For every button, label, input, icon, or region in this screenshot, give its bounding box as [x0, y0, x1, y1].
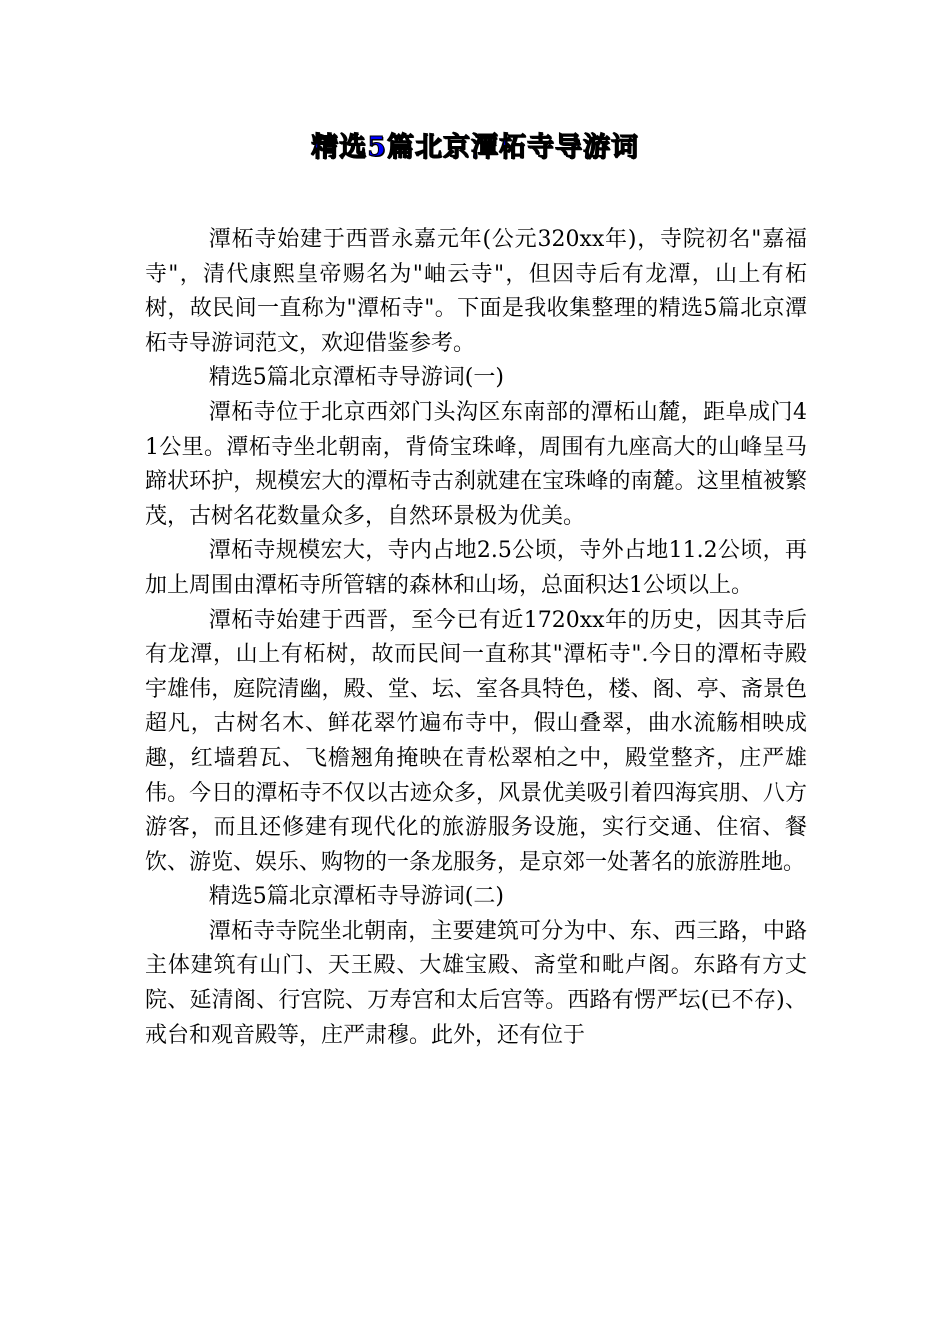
section-heading-2: 精选5篇北京潭柘寺导游词(二): [208, 884, 504, 910]
paragraph-history: 潭柘寺始建于西晋，至今已有近1720xx年的历史，因其寺后有龙潭，山上有柘树，故而民间一直称其"潭柘寺".今日的潭柘寺殿宇雄伟，庭院清幽，殿、堂、坛、室各具特色，楼、阁、亭、斋景色超凡，古树名木、鲜花翠竹遍布寺中，假山叠翠，曲水流觞相映成趣，红墙碧瓦、飞檐翘角掩映在青松翠柏之中，殿堂整齐，庄严雄伟。今日的潭柘寺不仅以古迹众多，风景优美吸引着四海宾朋、八方游客，而且还修建有现代化的旅游服务设施，实行交通、住宿、餐饮、游览、娱乐、购物的一条龙服务，是京郊一处著名的旅游胜地。: [145, 607, 807, 875]
paragraph-layout: 潭柘寺寺院坐北朝南，主要建筑可分为中、东、西三路，中路主体建筑有山门、天王殿、大雄宝殿、斋堂和毗卢阁。东路有方丈院、延清阁、行宫院、万寿宫和太后宫等。西路有愣严坛(已不存)、戒台和观音殿等，庄严肃穆。此外，还有位于: [145, 918, 807, 1048]
paragraph-intro: 潭柘寺始建于西晋永嘉元年(公元320xx年)，寺院初名"嘉福寺"，清代康熙皇帝赐名为"岫云寺"，但因寺后有龙潭，山上有柘树，故民间一直称为"潭柘寺"。下面是我收集整理的精选5篇北京潭柘寺导游词范文，欢迎借鉴参考。: [145, 227, 807, 356]
paragraph-location: 潭柘寺位于北京西郊门头沟区东南部的潭柘山麓，距阜成门41公里。潭柘寺坐北朝南，背倚宝珠峰，周围有九座高大的山峰呈马蹄状环护，规模宏大的潭柘寺古刹就建在宝珠峰的南麓。这里植被繁茂，古树名花数量众多，自然环景极为优美。: [145, 399, 807, 529]
section-heading-1: 精选5篇北京潭柘寺导游词(一): [208, 365, 504, 391]
document-title: 精选5篇北京潭柘寺导游词: [311, 132, 639, 163]
document-body: [145, 223, 807, 1053]
paragraph-scale: 潭柘寺规模宏大，寺内占地2.5公顷，寺外占地11.2公顷，再加上周围由潭柘寺所管辖的森林和山场，总面积达1公顷以上。: [145, 538, 807, 598]
